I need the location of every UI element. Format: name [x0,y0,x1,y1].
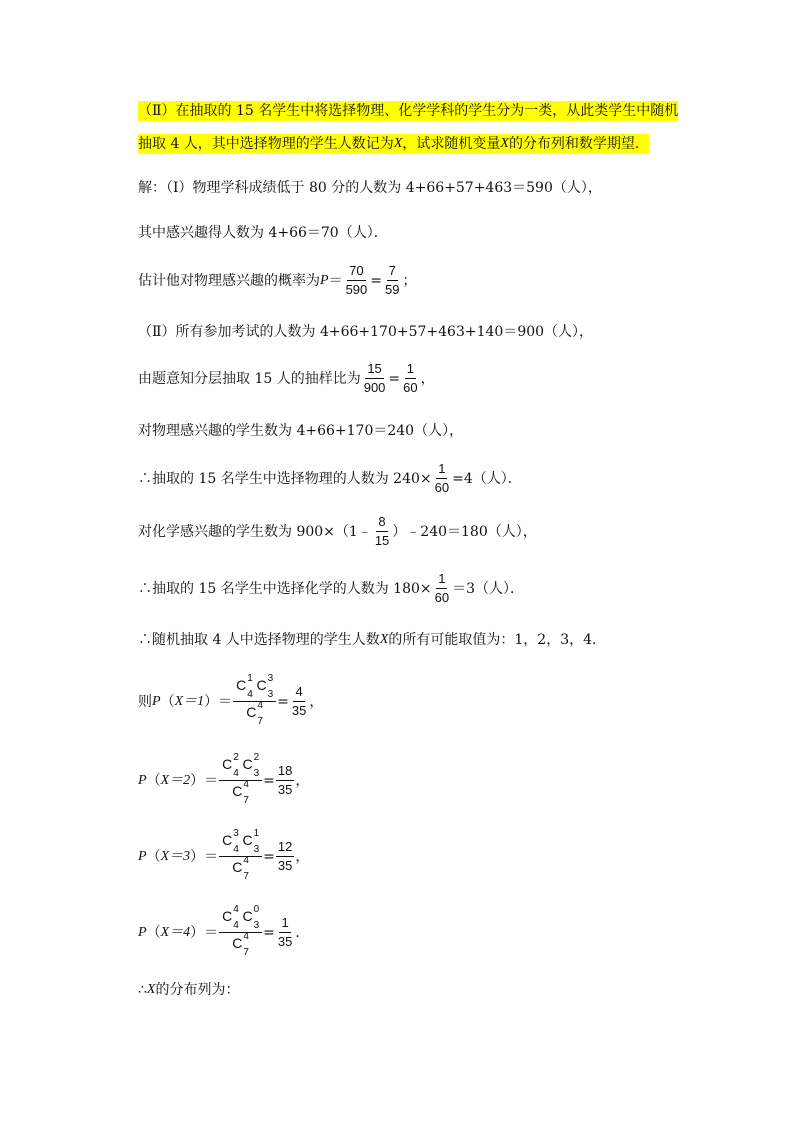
denominator: 35 [277,934,293,949]
numerator: 18 [276,764,294,781]
solution-text: ＝3（人）． [452,580,525,597]
solution-text: 其中感兴趣得人数为 4+66＝70（人）． [138,225,388,241]
fraction [276,764,294,798]
superscript: 3 [267,673,274,684]
solution-text: 的所有可能取值为：1，2，3，4． [388,632,607,648]
c-letter: C [256,677,267,693]
combination [232,855,249,882]
question-part2-line2 [138,134,649,154]
solution-text: 则 [138,693,152,710]
combination [222,828,239,855]
equals-sign: = [388,370,401,387]
subscript: 7 [243,947,249,958]
subscript: 7 [257,716,263,727]
superscript: 3 [233,828,239,839]
paren-equals: ）＝ [190,848,219,865]
variable-x: X [393,136,403,151]
solution-line-4 [138,325,593,339]
combination [236,673,253,700]
superscript: 4 [243,931,249,942]
solution-text: ∴抽取的 15 名学生中选择物理的人数为 240× [138,470,432,487]
paren-equals: ）＝ [204,693,233,710]
denominator: 60 [434,590,450,606]
c-letter: C [222,908,233,924]
solution-line-3 [138,264,416,298]
denominator: 15 [374,533,390,549]
equals-sign: = [263,848,275,865]
punctuation: ， [295,772,310,789]
fraction [344,264,370,298]
probability-x4 [138,906,309,959]
combination [242,828,260,855]
superscript: 2 [233,752,239,763]
fraction [373,515,391,549]
superscript: 2 [253,752,260,763]
solution-text: ∴随机抽取 4 人中选择物理的学生人数 [138,632,380,648]
superscript: 0 [253,904,260,915]
c-letter: C [236,677,247,693]
c-letter: C [232,859,243,875]
solution-text: 对化学感兴趣的学生数为 900×（1﹣ [138,523,372,540]
subscript: 4 [247,689,253,700]
variable-p: P [138,772,147,788]
combination [222,904,239,931]
fraction [433,572,451,606]
c-letter: C [232,783,243,799]
denominator: 590 [345,282,368,298]
combination [256,673,274,700]
fraction [276,840,294,874]
denominator: 35 [277,858,293,873]
c-letter: C [242,832,253,848]
variable-x: X [500,136,509,151]
variable-p: P [138,924,147,940]
denominator: 59 [385,282,400,298]
punctuation: ， [309,693,324,710]
c-letter: C [242,756,253,772]
numerator [219,830,262,857]
combination [242,752,260,779]
c-letter: C [222,832,233,848]
solution-text: 估计他对物理感兴趣的概率为 [138,272,320,289]
punctuation: ， [420,370,435,387]
numerator [219,906,262,933]
fraction [290,685,308,719]
solution-text: =4（人）． [452,470,522,487]
combination [246,700,263,727]
punctuation: ， [295,848,310,865]
subscript: 3 [253,768,260,779]
combination-fraction [233,675,276,728]
denominator: 900 [363,380,386,396]
solution-line-2 [138,226,388,240]
denominator: 60 [434,480,450,496]
subscript: 4 [233,920,239,931]
superscript: 4 [257,700,263,711]
question-text: 的分布列和数学期望． [508,136,649,152]
superscript: 4 [243,779,249,790]
variable-p: P [320,272,329,288]
paren: （ [160,693,175,710]
numerator: 1 [436,462,447,479]
paren-equals: ）＝ [190,772,219,789]
question-part2-line1 [138,101,678,121]
c-letter: C [232,935,243,951]
denominator [229,933,252,959]
event-label: X＝1 [174,693,205,709]
subscript: 7 [243,871,249,882]
superscript: 4 [233,904,239,915]
c-letter: C [246,704,257,720]
combination [232,931,249,958]
event-label: X＝4 [160,924,191,940]
probability-x1 [138,675,323,728]
punctuation: ； [402,272,417,289]
solution-line-6 [138,424,463,438]
solution-text: 对物理感兴趣的学生数为 4+66+170＝240（人）， [138,423,464,439]
numerator: 7 [387,264,398,281]
subscript: 7 [243,795,249,806]
denominator [229,781,252,807]
numerator [219,754,262,781]
superscript: 1 [247,673,253,684]
probability-x3 [138,830,309,883]
paren: （ [146,772,161,789]
denominator [243,702,266,728]
subscript: 3 [253,844,260,855]
equals-sign: = [370,272,382,289]
question-text: ，试求随机变量 [402,136,501,152]
numerator: 8 [376,515,387,532]
denominator: 35 [277,782,293,797]
solution-line-5 [138,362,435,396]
combination-fraction [219,830,262,883]
subscript: 3 [267,689,274,700]
solution-line-7 [138,462,522,496]
fraction [383,264,401,298]
solution-line-10 [138,633,606,647]
equals-sign: = [263,772,275,789]
numerator: 1 [405,362,416,379]
subscript: 3 [253,920,260,931]
fraction [433,462,451,496]
numerator: 1 [279,916,290,933]
solution-line-1 [138,181,602,195]
combination [232,779,249,806]
numerator: 4 [293,685,304,702]
paren-equals: ）＝ [190,924,219,941]
superscript: 4 [243,855,249,866]
probability-x2 [138,754,309,807]
variable-p: P [152,693,161,709]
numerator: 15 [365,362,383,379]
equals-sign: = [277,693,289,710]
combination [222,752,239,779]
punctuation: ． [295,924,310,941]
variable-x: X [379,632,389,647]
variable-x: X [146,982,156,997]
numerator: 1 [436,572,447,589]
solution-text: ）﹣240＝180（人）， [392,523,537,540]
combination [242,904,260,931]
fraction [401,362,419,396]
c-letter: C [222,756,233,772]
solution-text: 解：（Ⅰ）物理学科成绩低于 80 分的人数为 4+66+57+463＝590（人）， [138,180,602,196]
question-text: 抽取 4 人，其中选择物理的学生人数记为 [138,136,394,152]
denominator [229,857,252,883]
subscript: 4 [233,844,239,855]
superscript: 1 [253,828,260,839]
solution-line-last [138,983,239,997]
event-label: X＝2 [160,772,191,788]
numerator: 12 [276,840,294,857]
c-letter: C [242,908,253,924]
equals-sign: = [263,924,275,941]
denominator: 35 [291,703,307,718]
equals-sign: ＝ [328,272,343,289]
solution-line-8 [138,515,537,549]
numerator: 70 [347,264,365,281]
solution-text: 的分布列为： [155,982,240,998]
solution-text: ∴抽取的 15 名学生中选择化学的人数为 180× [138,580,432,597]
combination-fraction [219,754,262,807]
variable-p: P [138,848,147,864]
event-label: X＝3 [160,848,191,864]
subscript: 4 [233,768,239,779]
therefore-symbol: ∴ [138,982,147,998]
fraction [276,916,294,950]
solution-text: （Ⅱ）所有参加考试的人数为 4+66+170+57+463+140＝900（人）， [138,324,594,340]
numerator [233,675,276,702]
question-text: （Ⅱ）在抽取的 15 名学生中将选择物理、化学学科的学生分为一类，从此类学生中随机 [138,103,679,119]
solution-line-9 [138,572,524,606]
paren: （ [146,924,161,941]
denominator: 60 [403,380,418,396]
combination-fraction [219,906,262,959]
paren: （ [146,848,161,865]
fraction [362,362,388,396]
solution-text: 由题意知分层抽取 15 人的抽样比为 [138,370,361,387]
